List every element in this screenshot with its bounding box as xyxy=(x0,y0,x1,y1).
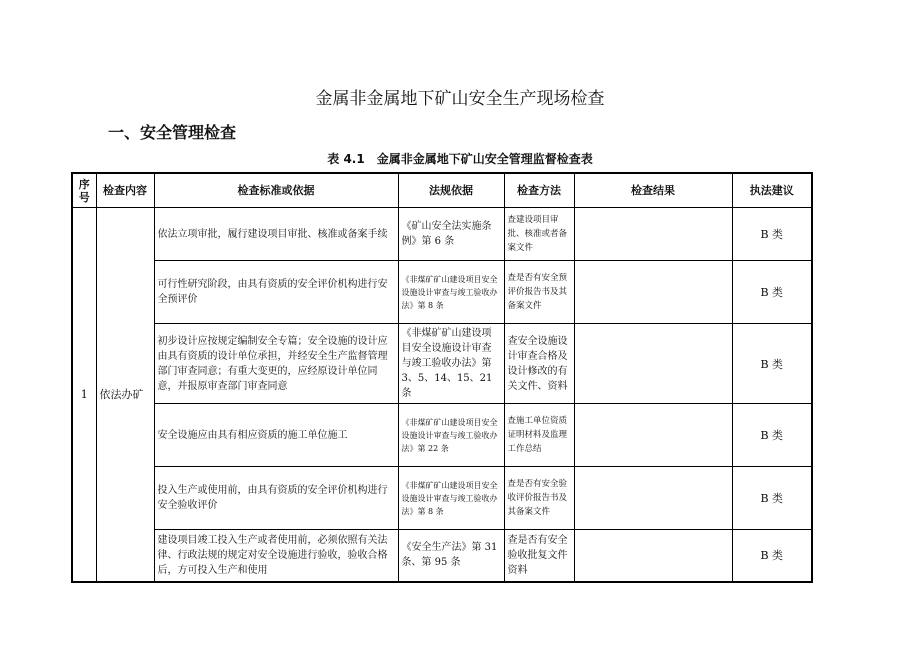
header-suggestion: 执法建议 xyxy=(732,173,812,208)
table-row xyxy=(72,261,812,324)
document-title: 金属非金属地下矿山安全生产现场检查 xyxy=(315,89,605,109)
standard-cell: 安全设施应由具有相应资质的施工单位施工 xyxy=(154,404,398,467)
standard-cell: 可行性研究阶段，由具有资质的安全评价机构进行安全预评价 xyxy=(154,261,398,324)
suggestion-cell: B 类 xyxy=(732,324,812,404)
suggestion-cell: B 类 xyxy=(732,530,812,582)
law-cell: 《非煤矿矿山建设项目安全设施设计审查与竣工验收办法》第 8 条 xyxy=(398,467,504,530)
table-header-row xyxy=(72,173,812,208)
result-cell[interactable] xyxy=(574,530,732,582)
table-row xyxy=(72,324,812,404)
inspection-table xyxy=(71,172,813,583)
law-cell: 《矿山安全法实施条例》第 6 条 xyxy=(398,208,504,261)
header-result: 检查结果 xyxy=(574,173,732,208)
table-caption: 表 4.1 金属非金属地下矿山安全管理监督检查表 xyxy=(327,152,593,166)
method-cell: 查施工单位资质证明材料及监理工作总结 xyxy=(504,404,574,467)
law-cell: 《非煤矿矿山建设项目安全设施设计审查与竣工验收办法》第 8 条 xyxy=(398,261,504,324)
suggestion-cell: B 类 xyxy=(732,467,812,530)
group-item: 依法办矿 xyxy=(96,208,154,582)
method-cell: 查安全设施设计审查合格及设计修改的有关文件、资料 xyxy=(504,324,574,404)
method-cell: 查是否有安全预评价报告书及其备案文件 xyxy=(504,261,574,324)
law-cell: 《非煤矿矿山建设项目安全设施设计审查与竣工验收办法》第 3、5、14、15、21 条 xyxy=(398,324,504,404)
table-row xyxy=(72,208,812,261)
result-cell[interactable] xyxy=(574,467,732,530)
method-cell: 查是否有安全验收评价报告书及其备案文件 xyxy=(504,467,574,530)
suggestion-cell: B 类 xyxy=(732,261,812,324)
header-no: 序号 xyxy=(72,173,96,208)
result-cell[interactable] xyxy=(574,261,732,324)
law-cell: 《非煤矿矿山建设项目安全设施设计审查与竣工验收办法》第 22 条 xyxy=(398,404,504,467)
method-cell: 查建设项目审批、核准或者备案文件 xyxy=(504,208,574,261)
header-method: 检查方法 xyxy=(504,173,574,208)
suggestion-cell: B 类 xyxy=(732,208,812,261)
standard-cell: 投入生产或使用前，由具有资质的安全评价机构进行安全验收评价 xyxy=(154,467,398,530)
standard-cell: 建设项目竣工投入生产或者使用前，必须依照有关法律、行政法规的规定对安全设施进行验收，验收合格后，方可投入生产和使用 xyxy=(154,530,398,582)
header-law: 法规依据 xyxy=(398,173,504,208)
table-row xyxy=(72,404,812,467)
table-row xyxy=(72,530,812,582)
table-row xyxy=(72,467,812,530)
law-cell: 《安全生产法》第 31 条、第 95 条 xyxy=(398,530,504,582)
section-heading: 一、安全管理检查 xyxy=(108,123,237,142)
header-standard: 检查标准或依据 xyxy=(154,173,398,208)
method-cell: 查是否有安全验收批复文件资料 xyxy=(504,530,574,582)
result-cell[interactable] xyxy=(574,324,732,404)
result-cell[interactable] xyxy=(574,404,732,467)
group-number: 1 xyxy=(72,208,96,582)
header-item: 检查内容 xyxy=(96,173,154,208)
standard-cell: 初步设计应按规定编制安全专篇；安全设施的设计应由具有资质的设计单位承担，并经安全生产监督管理部门审查同意；有重大变更的，应经原设计单位同意，并报原审查部门审查同意 xyxy=(154,324,398,404)
suggestion-cell: B 类 xyxy=(732,404,812,467)
standard-cell: 依法立项审批，履行建设项目审批、核准或备案手续 xyxy=(154,208,398,261)
result-cell[interactable] xyxy=(574,208,732,261)
